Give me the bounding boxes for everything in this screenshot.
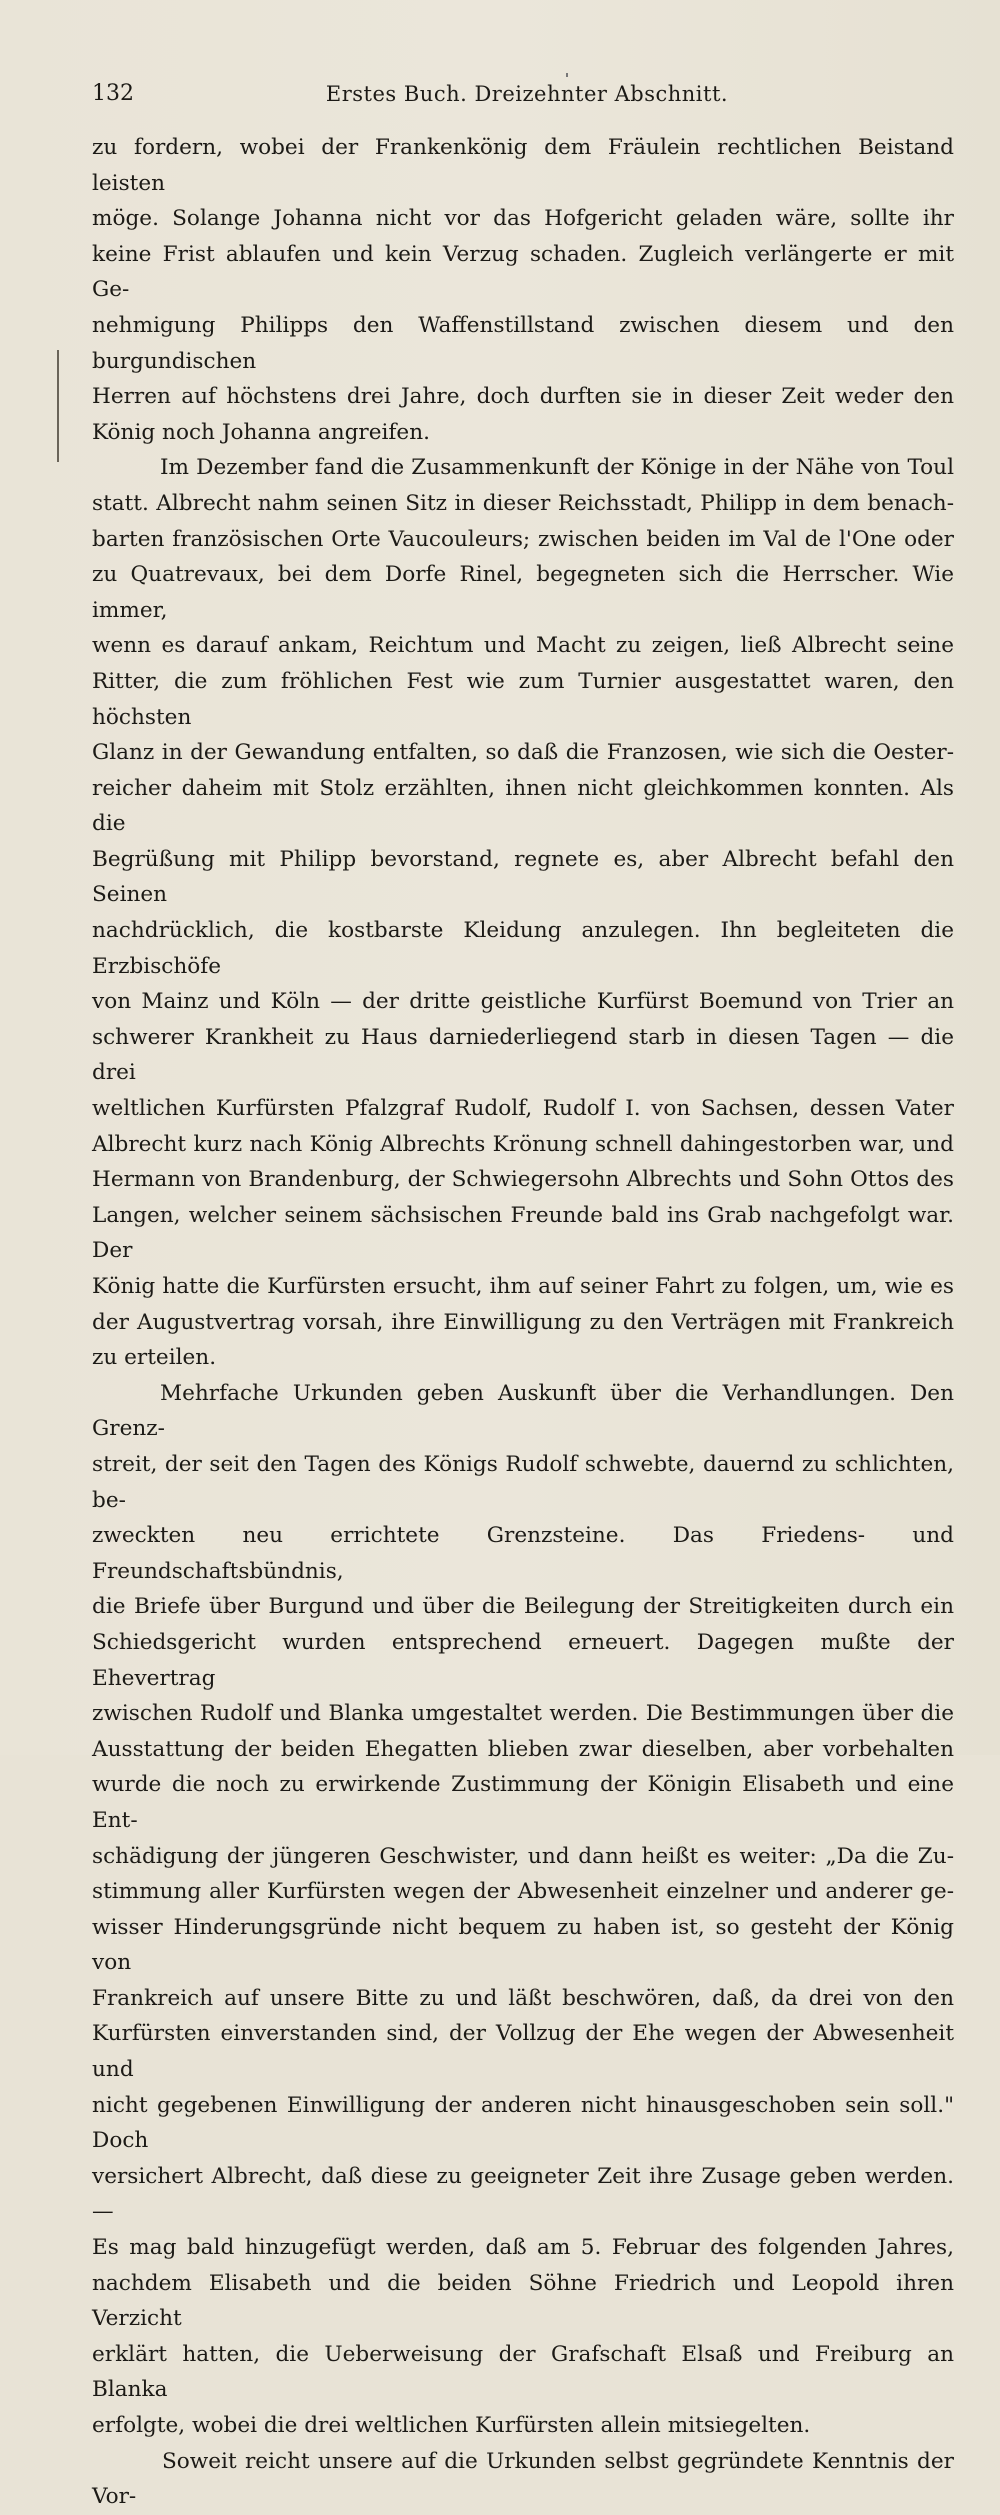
text-line: keine Frist ablaufen und kein Verzug schaden. Zugleich verlängerte er mit Ge- (92, 241, 954, 303)
text-line: versichert Albrecht, daß diese zu geeigneter Zeit ihre Zusage geben werden. — (92, 2163, 954, 2225)
text-line: Ausstattung der beiden Ehegatten blieben zwar dieselben, aber vorbehalten (92, 1736, 954, 1762)
text-line: zweckten neu errichtete Grenzsteine. Das Friedens- und Freundschaftsbündnis, (92, 1523, 954, 1584)
paragraph (92, 1376, 954, 2444)
text-line: nachdem Elisabeth und die beiden Söhne Friedrich und Leopold ihren Verzicht (92, 2270, 954, 2332)
text-line: schädigung der jüngeren Geschwister, und dann heißt es weiter: „Da die Zu- (92, 1843, 954, 1869)
text-line: Es mag bald hinzugefügt werden, daß am 5. Februar des folgenden Jahres, (92, 2235, 954, 2261)
text-line: erklärt hatten, die Ueberweisung der Grafschaft Elsaß und Freiburg an Blanka (92, 2341, 954, 2403)
text-line: barten französischen Orte Vaucouleurs; zwischen beiden im Val de l'One oder (92, 526, 954, 552)
text-line: nachdrücklich, die kostbarste Kleidung anzulegen. Ihn begleiteten die Erzbischöfe (92, 918, 954, 979)
body-text (92, 130, 954, 2515)
text-line: Albrecht kurz nach König Albrechts Krönung schnell dahingestorben war, und (92, 1131, 954, 1157)
text-line: König noch Johanna angreifen. (92, 419, 430, 445)
text-line: Hermann von Brandenburg, der Schwiegersohn Albrechts und Sohn Ottos des (92, 1167, 954, 1193)
text-line: Mehrfache Urkunden geben Auskunft über die Verhandlungen. Den Grenz- (92, 1380, 954, 1442)
text-line: König hatte die Kurfürsten ersucht, ihm auf seiner Fahrt zu folgen, um, wie es (92, 1274, 954, 1299)
text-line: streit, der seit den Tagen des Königs Rudolf schwebte, dauernd zu schlichten, be- (92, 1451, 954, 1513)
text-line: zu Quatrevaux, bei dem Dorfe Rinel, begegneten sich die Herrscher. Wie immer, (92, 562, 954, 623)
text-line: Im Dezember fand die Zusammenkunft der Könige in der Nähe von Toul (160, 455, 954, 481)
text-line: Herren auf höchstens drei Jahre, doch durften sie in dieser Zeit weder den (92, 384, 954, 410)
text-line: Ritter, die zum fröhlichen Fest wie zum Turnier ausgestattet waren, den höchsten (92, 668, 954, 730)
text-line: weltlichen Kurfürsten Pfalzgraf Rudolf, Rudolf I. von Sachsen, dessen Vater (92, 1096, 954, 1122)
text-line: wenn es darauf ankam, Reichtum und Macht zu zeigen, ließ Albrecht seine (92, 633, 954, 659)
paragraph (92, 130, 954, 450)
text-line: zu erteilen. (92, 1345, 217, 1371)
text-line: erfolgte, wobei die drei weltlichen Kurfürsten allein mitsiegelten. (92, 2413, 811, 2438)
text-line: von Mainz und Köln — der dritte geistliche Kurfürst Boemund von Trier an (92, 989, 954, 1015)
text-line: wisser Hinderungsgründe nicht bequem zu haben ist, so gesteht der König von (92, 1914, 954, 1976)
text-line: reicher daheim mit Stolz erzählten, ihnen nicht gleichkommen konnten. Als die (92, 775, 954, 837)
text-line: schwerer Krankheit zu Haus darniederliegend starb in diesen Tagen — die drei (92, 1024, 954, 1086)
text-line: Kurfürsten einverstanden sind, der Vollzug der Ehe wegen der Abwesenheit und (92, 2021, 954, 2083)
text-line: Begrüßung mit Philipp bevorstand, regnete es, aber Albrecht befahl den Seinen (92, 846, 954, 908)
text-line: zwischen Rudolf und Blanka umgestaltet werden. Die Bestimmungen über die (92, 1701, 954, 1727)
text-line: Schiedsgericht wurden entsprechend erneuert. Dagegen mußte der Ehevertrag (92, 1629, 954, 1691)
text-line: wurde die noch zu erwirkende Zustimmung der Königin Elisabeth und eine Ent- (92, 1772, 954, 1833)
text-line: stimmung aller Kurfürsten wegen der Abwesenheit einzelner und anderer ge- (92, 1879, 954, 1905)
text-line: zu fordern, wobei der Frankenkönig dem Fräulein rechtlichen Beistand leisten (92, 135, 954, 196)
running-head: Erstes Buch. Dreizehnter Abschnitt. (325, 82, 729, 106)
text-line: möge. Solange Johanna nicht vor das Hofgericht geladen wäre, sollte ihr (92, 206, 954, 232)
margin-pencil-mark (57, 350, 59, 462)
text-line: Soweit reicht unsere auf die Urkunden selbst gegründete Kenntnis der Vor- (92, 2448, 954, 2510)
scan-speck (566, 73, 568, 77)
text-line: der Augustvertrag vorsah, ihre Einwilligung zu den Verträgen mit Frankreich (92, 1309, 954, 1335)
text-line: Langen, welcher seinem sächsischen Freunde bald ins Grab nachgefolgt war. Der (92, 1202, 954, 1264)
text-line: die Briefe über Burgund und über die Beilegung der Streitigkeiten durch ein (92, 1594, 954, 1620)
paragraph (92, 2444, 954, 2515)
page-number: 132 (92, 81, 134, 106)
text-line: statt. Albrecht nahm seinen Sitz in dieser Reichsstadt, Philipp in dem benach- (92, 490, 954, 516)
text-line: Glanz in der Gewandung entfalten, so daß die Franzosen, wie sich die Oester- (92, 740, 954, 766)
paragraph (92, 450, 954, 1375)
text-line: Frankreich auf unsere Bitte zu und läßt beschwören, daß, da drei von den (92, 1985, 954, 2011)
text-line: nicht gegebenen Einwilligung der anderen nicht hinausgeschoben sein soll." Doch (92, 2092, 954, 2154)
text-line: nehmigung Philipps den Waffenstillstand zwischen diesem und den burgundischen (92, 312, 954, 374)
